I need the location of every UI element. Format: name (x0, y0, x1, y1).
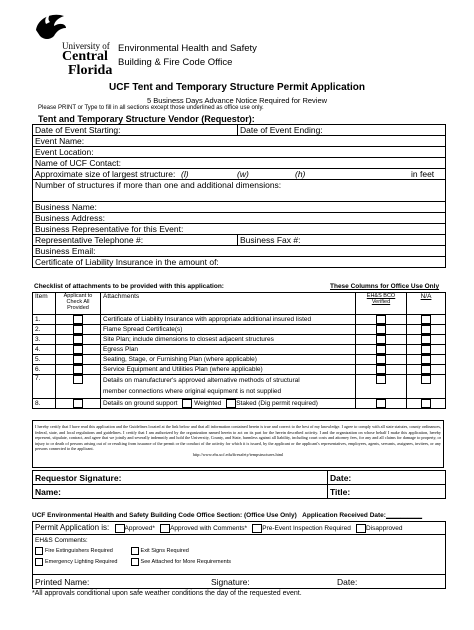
col-applicant: Applicant to Check All Provided (56, 293, 101, 315)
business-address-field[interactable]: Business Address: (33, 213, 446, 224)
item-text: Seating, Stage, or Furnishing Plan (where applicable) (101, 355, 356, 365)
item-num: 1. (33, 315, 56, 325)
ehs-checkbox[interactable] (376, 335, 386, 344)
item-num: 7. (33, 375, 56, 399)
office-table (32, 521, 446, 589)
na-checkbox[interactable] (421, 355, 431, 364)
emergency-lighting-checkbox[interactable] (35, 558, 43, 566)
applicant-checkbox[interactable] (73, 335, 83, 344)
attachments-table (32, 292, 446, 409)
checklist-heading: Checklist of attachments to be provided with this application: (34, 283, 224, 290)
item-num: 8. (33, 399, 56, 409)
logo-central: Central (62, 49, 108, 64)
ehs-checkbox[interactable] (376, 355, 386, 364)
weighted-label: Weighted (194, 400, 222, 408)
ehs-comments-field[interactable] (33, 535, 446, 575)
date-start-field[interactable]: Date of Event Starting: (33, 125, 238, 136)
certification-box (32, 420, 444, 468)
business-email-field[interactable]: Business Email: (33, 246, 446, 257)
size-l-label: (l) (181, 169, 189, 179)
ucf-contact-field[interactable]: Name of UCF Contact: (33, 158, 446, 169)
applicant-checkbox[interactable] (73, 355, 83, 364)
item-num: 4. (33, 345, 56, 355)
ehs-comments-label: EH&S Comments: (35, 537, 88, 544)
item-num: 2. (33, 325, 56, 335)
applicant-checkbox[interactable] (73, 365, 83, 374)
approved-checkbox[interactable] (115, 524, 125, 533)
disapproved-checkbox[interactable] (356, 524, 366, 533)
approved-comments-checkbox[interactable] (160, 524, 170, 533)
signature-table (32, 470, 446, 499)
num-structures-field[interactable]: Number of structures if more than one and additional dimensions: (33, 180, 446, 202)
item-text: Details on ground support (103, 400, 178, 408)
permit-status-label: Permit Application is: (35, 523, 110, 533)
ucf-logo (32, 10, 116, 76)
item-text: Certificate of Liability Insurance with appropriate additional insured listed (101, 315, 356, 325)
staked-checkbox[interactable] (226, 399, 236, 408)
office-signature-field[interactable]: Signature: (211, 577, 250, 587)
business-fax-field[interactable]: Business Fax #: (238, 235, 446, 246)
exit-signs-label: Exit Signs Required (140, 548, 189, 554)
logo-florida: Florida (68, 63, 113, 78)
page-title: UCF Tent and Temporary Structure Permit Application (109, 82, 365, 93)
item-text: Service Equipment and Utilities Plan (where applicable) (101, 365, 356, 375)
na-checkbox[interactable] (421, 315, 431, 324)
na-checkbox[interactable] (421, 365, 431, 374)
event-name-field[interactable]: Event Name: (33, 136, 446, 147)
ehs-checkbox[interactable] (376, 375, 386, 384)
office-use-heading: These Columns for Office Use Only (330, 283, 440, 290)
col-attachments: Attachments (101, 293, 356, 315)
cert-liability-field[interactable]: Certificate of Liability Insurance in the amount of: (33, 257, 446, 268)
ehs-checkbox[interactable] (376, 325, 386, 334)
applicant-checkbox[interactable] (73, 315, 83, 324)
request-date-field[interactable]: Date: (328, 471, 446, 485)
guidelines-link[interactable]: http://www.ehs.ucf.edu/firesafety/tempstructures.html (192, 451, 284, 457)
vendor-heading: Tent and Temporary Structure Vendor (Requestor): (38, 114, 255, 124)
emergency-lighting-label: Emergency Lighting Required (45, 559, 118, 565)
applicant-checkbox[interactable] (73, 399, 83, 408)
staked-label: Staked (Dig permit required) (236, 400, 318, 408)
business-name-field[interactable]: Business Name: (33, 202, 446, 213)
rep-phone-field[interactable]: Representative Telephone #: (33, 235, 238, 246)
na-checkbox[interactable] (421, 345, 431, 354)
logo-university-of: University of (62, 41, 110, 51)
office-signoff-row (33, 575, 446, 589)
in-feet-label: in feet (411, 169, 435, 179)
item-num: 6. (33, 365, 56, 375)
office-subname: Building & Fire Code Office (118, 57, 233, 68)
disapproved-label: Disapproved (366, 525, 403, 533)
see-attached-checkbox[interactable] (131, 558, 139, 566)
ehs-checkbox[interactable] (376, 345, 386, 354)
structure-size-field[interactable]: Approximate size of largest structure: (l) (w) (h) in feet (33, 169, 446, 180)
vendor-table (32, 124, 446, 268)
approved-comments-label: Approved with Comments* (170, 525, 248, 533)
footnote: *All approvals conditional upon safe weather conditions the day of the requested event. (32, 590, 302, 597)
col-na: N/A (407, 293, 446, 315)
applicant-checkbox[interactable] (73, 375, 83, 384)
business-rep-field[interactable]: Business Representative for this Event: (33, 224, 446, 235)
weighted-checkbox[interactable] (182, 399, 192, 408)
pre-event-checkbox[interactable] (252, 524, 262, 533)
na-checkbox[interactable] (421, 325, 431, 334)
requestor-signature-field[interactable]: Requestor Signature: (33, 471, 328, 485)
see-attached-label: See Attached for More Requirements (140, 559, 232, 565)
item-text-cont: member connections where original equipment is not supplied (103, 388, 282, 395)
requestor-title-field[interactable]: Title: (328, 485, 446, 499)
col-item: Item (33, 293, 56, 315)
page-subtitle: 5 Business Days Advance Notice Required for Review (146, 96, 328, 105)
size-w-label: (w) (237, 169, 249, 179)
date-end-field[interactable]: Date of Event Ending: (238, 125, 446, 136)
size-h-label: (h) (295, 169, 306, 179)
fire-extinguisher-label: Fire Extinguishers Required (45, 548, 113, 554)
ehs-checkbox[interactable] (376, 365, 386, 374)
item-text: Site Plan; include dimensions to closest adjacent structures (101, 335, 356, 345)
office-date-field[interactable]: Date: (337, 577, 358, 587)
item-num: 5. (33, 355, 56, 365)
na-checkbox[interactable] (421, 335, 431, 344)
item-num: 3. (33, 335, 56, 345)
printed-name-field[interactable]: Printed Name: (35, 576, 90, 587)
event-location-field[interactable]: Event Location: (33, 147, 446, 158)
permit-status-row (33, 522, 446, 535)
item-text: Details on manufacturer's approved alternative methods of structural (103, 377, 300, 384)
fire-extinguisher-checkbox[interactable] (35, 547, 43, 555)
na-checkbox[interactable] (421, 399, 431, 408)
item-text: Flame Spread Certificate(s) (101, 325, 356, 335)
approved-label: Approved* (124, 525, 155, 533)
instructions: Please PRINT or Type to fill in all sections except those underlined as office use only. (38, 105, 264, 111)
col-ehs-verified: EH&S BCO Verified (356, 293, 407, 315)
applicant-checkbox[interactable] (73, 325, 83, 334)
requestor-name-field[interactable]: Name: (33, 485, 328, 499)
certification-text: I hereby certify that I have read this application and the Guidelines located at the link below and that all information contained herein is true and correct to the best of my knowledge. I agree to comply with all state statutes, county ordinances, federal, state, and local regulations and guidelines. I certify that I am authorized by the organization named herein to act on its part for the herein described activity. I and the organization on whose behalf I make this application, hereby represent, stipulate, contract, and agree that we jointly and severally indemnify and hold the University, County, and State, harmless against all liability, including court costs and attorney fees, for any and all claims for damage to property, or injury to or death of persons arising out of or resulting from issuance of the permit or the conduct of the activity for which it is issued, by the applicant or the applicant's representatives, employees, agents, servants, assignees, invitees, or any persons connected to the applicant. (35, 424, 441, 452)
applicant-checkbox[interactable] (73, 345, 83, 354)
pre-event-label: Pre-Event Inspection Required (262, 525, 351, 533)
ehs-checkbox[interactable] (376, 399, 386, 408)
received-date-label: Application Received Date: (302, 512, 386, 519)
exit-signs-checkbox[interactable] (131, 547, 139, 555)
item-text: Egress Plan (101, 345, 356, 355)
ehs-checkbox[interactable] (376, 315, 386, 324)
office-name: Environmental Health and Safety (118, 43, 257, 54)
office-section-heading: UCF Environmental Health and Safety Building Code Office Section: (Office Use Only) Application Received Date:__________ (32, 512, 423, 519)
na-checkbox[interactable] (421, 375, 431, 384)
